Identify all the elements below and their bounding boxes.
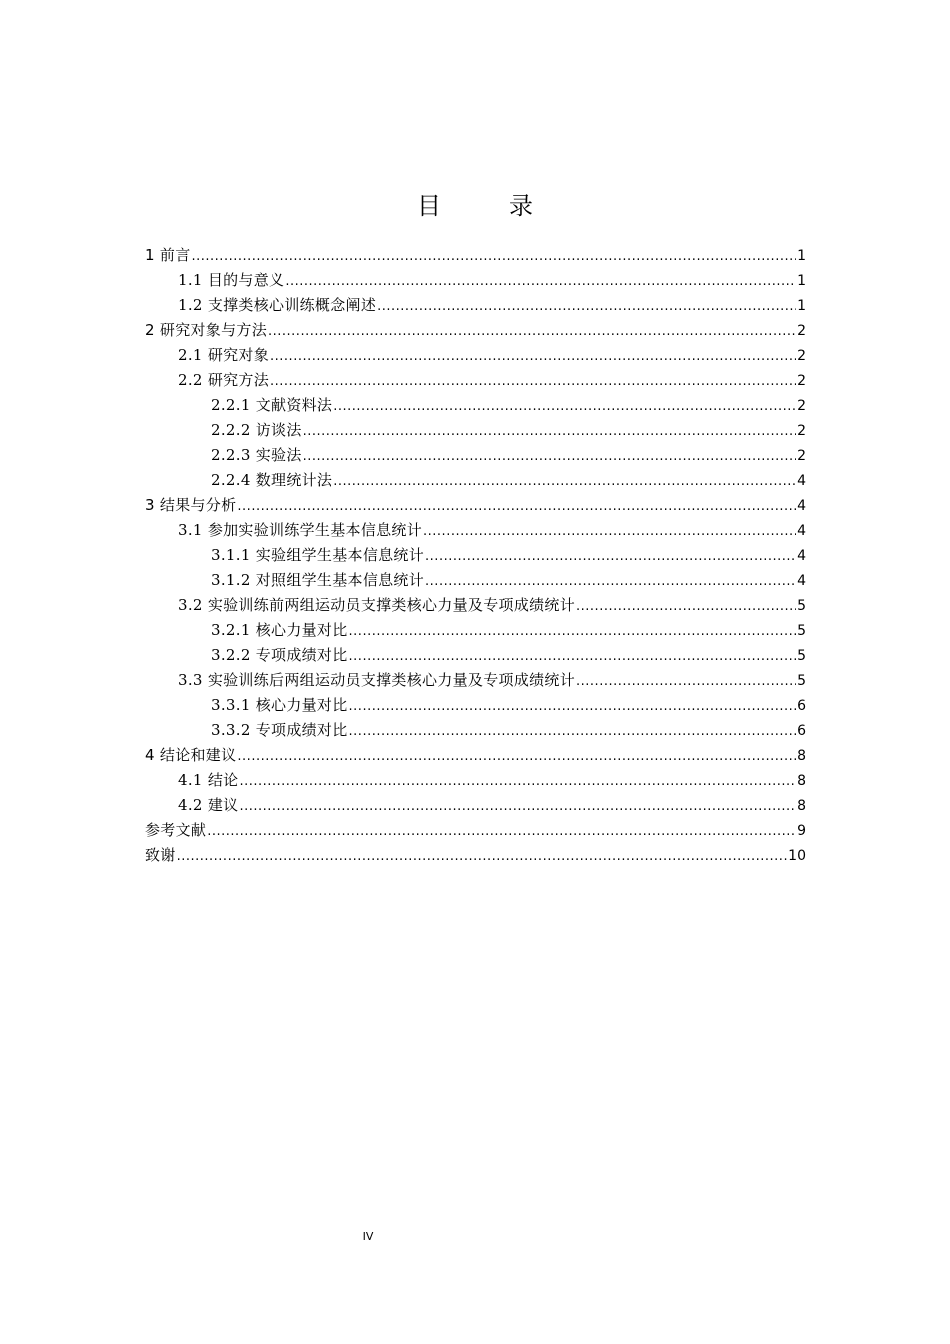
toc-entry-label: 3.1 参加实验训练学生基本信息统计 — [178, 521, 423, 539]
toc-entry-label: 2.1 研究对象 — [178, 346, 270, 364]
toc-dot-leader — [303, 419, 796, 444]
toc-entry-label: 2.2.4 数理统计法 — [211, 471, 333, 489]
toc-entry[interactable] — [145, 243, 806, 268]
toc-entry[interactable] — [145, 293, 806, 318]
toc-dot-leader — [576, 669, 796, 694]
toc-entry-page-number: 1 — [797, 273, 806, 289]
toc-dot-leader — [285, 269, 796, 294]
toc-entry[interactable] — [145, 543, 806, 568]
toc-entry[interactable] — [145, 518, 806, 543]
toc-dot-leader — [270, 369, 796, 394]
toc-entry[interactable] — [145, 393, 806, 418]
toc-dot-leader — [237, 494, 796, 519]
toc-entry[interactable] — [145, 843, 806, 868]
toc-entry[interactable] — [145, 343, 806, 368]
toc-entry[interactable] — [145, 418, 806, 443]
toc-dot-leader — [349, 619, 797, 644]
toc-entry[interactable] — [145, 593, 806, 618]
toc-entry[interactable] — [145, 268, 806, 293]
toc-entry-label: 3.3.2 专项成绩对比 — [211, 721, 348, 739]
toc-entry-label: 3.1.1 实验组学生基本信息统计 — [211, 546, 425, 564]
page-title: 目 录 — [417, 192, 555, 220]
toc-entry-page-number: 2 — [797, 373, 806, 389]
toc-entry[interactable] — [145, 668, 806, 693]
toc-entry-page-number: 1 — [797, 248, 806, 264]
toc-entry-label: 4.1 结论 — [178, 771, 239, 789]
toc-entry[interactable] — [145, 693, 806, 718]
toc-dot-leader — [177, 844, 788, 869]
toc-entry[interactable] — [145, 493, 806, 518]
toc-entry-label: 3.1.2 对照组学生基本信息统计 — [211, 571, 425, 589]
page-number: IV — [362, 1230, 374, 1243]
toc-entry-label: 1.2 支撑类核心训练概念阐述 — [178, 296, 377, 314]
toc-entry-label: 参考文献 — [145, 821, 207, 839]
toc-entry-page-number: 1 — [797, 298, 806, 314]
toc-entry-page-number: 8 — [797, 798, 806, 814]
toc-entry[interactable] — [145, 743, 806, 768]
toc-dot-leader — [349, 719, 797, 744]
toc-dot-leader — [333, 469, 796, 494]
toc-entry-page-number: 5 — [797, 598, 806, 614]
toc-dot-leader — [333, 394, 796, 419]
toc-dot-leader — [349, 644, 797, 669]
toc-entry-label: 2 研究对象与方法 — [145, 321, 268, 339]
toc-dot-leader — [207, 819, 796, 844]
toc-dot-leader — [303, 444, 796, 469]
toc-dot-leader — [425, 544, 796, 569]
toc-entry-label: 4.2 建议 — [178, 796, 239, 814]
toc-entry-label: 1.1 目的与意义 — [178, 271, 285, 289]
toc-entry-label: 3.3.1 核心力量对比 — [211, 696, 348, 714]
toc-entry-label: 2.2.2 访谈法 — [211, 421, 302, 439]
toc-entry-label: 3.3 实验训练后两组运动员支撑类核心力量及专项成绩统计 — [178, 671, 576, 689]
toc-entry-label: 2.2.3 实验法 — [211, 446, 302, 464]
toc-dot-leader — [270, 344, 796, 369]
toc-dot-leader — [576, 594, 796, 619]
toc-entry-page-number: 10 — [788, 848, 806, 864]
toc-entry-page-number: 2 — [797, 348, 806, 364]
toc-entry[interactable] — [145, 618, 806, 643]
toc-entry-page-number: 5 — [797, 623, 806, 639]
toc-entry-page-number: 2 — [797, 448, 806, 464]
toc-entry[interactable] — [145, 318, 806, 343]
toc-dot-leader — [425, 569, 796, 594]
toc-entry-page-number: 5 — [797, 648, 806, 664]
toc-entry[interactable] — [145, 768, 806, 793]
toc-dot-leader — [268, 319, 796, 344]
toc-entry[interactable] — [145, 643, 806, 668]
toc-entry-label: 4 结论和建议 — [145, 746, 237, 764]
toc-entry-page-number: 4 — [797, 523, 806, 539]
toc-entry-page-number: 8 — [797, 748, 806, 764]
toc-entry-page-number: 4 — [797, 498, 806, 514]
toc-entry[interactable] — [145, 443, 806, 468]
toc-dot-leader — [239, 769, 796, 794]
toc-dot-leader — [237, 744, 796, 769]
toc-entry-page-number: 5 — [797, 673, 806, 689]
toc-dot-leader — [192, 244, 797, 269]
toc-entry-page-number: 6 — [797, 723, 806, 739]
toc-dot-leader — [349, 694, 797, 719]
toc-entry-label: 3.2.1 核心力量对比 — [211, 621, 348, 639]
toc-entry-label: 3 结果与分析 — [145, 496, 237, 514]
toc-entry[interactable] — [145, 718, 806, 743]
toc-entry-label: 3.2.2 专项成绩对比 — [211, 646, 348, 664]
table-of-contents — [145, 243, 806, 868]
toc-entry-page-number: 2 — [797, 423, 806, 439]
toc-entry[interactable] — [145, 368, 806, 393]
toc-entry[interactable] — [145, 468, 806, 493]
toc-entry-page-number: 4 — [797, 473, 806, 489]
toc-entry-page-number: 8 — [797, 773, 806, 789]
toc-dot-leader — [239, 794, 796, 819]
toc-entry-page-number: 2 — [797, 323, 806, 339]
toc-entry-label: 1 前言 — [145, 246, 191, 264]
toc-dot-leader — [377, 294, 796, 319]
toc-entry-label: 致谢 — [145, 846, 176, 864]
toc-entry-label: 2.2.1 文献资料法 — [211, 396, 333, 414]
toc-entry-page-number: 4 — [797, 548, 806, 564]
toc-entry-page-number: 6 — [797, 698, 806, 714]
toc-entry[interactable] — [145, 568, 806, 593]
toc-entry-page-number: 4 — [797, 573, 806, 589]
toc-entry[interactable] — [145, 818, 806, 843]
toc-entry-page-number: 2 — [797, 398, 806, 414]
toc-entry-label: 3.2 实验训练前两组运动员支撑类核心力量及专项成绩统计 — [178, 596, 576, 614]
toc-entry-label: 2.2 研究方法 — [178, 371, 270, 389]
toc-entry-page-number: 9 — [797, 823, 806, 839]
toc-entry[interactable] — [145, 793, 806, 818]
toc-dot-leader — [423, 519, 796, 544]
